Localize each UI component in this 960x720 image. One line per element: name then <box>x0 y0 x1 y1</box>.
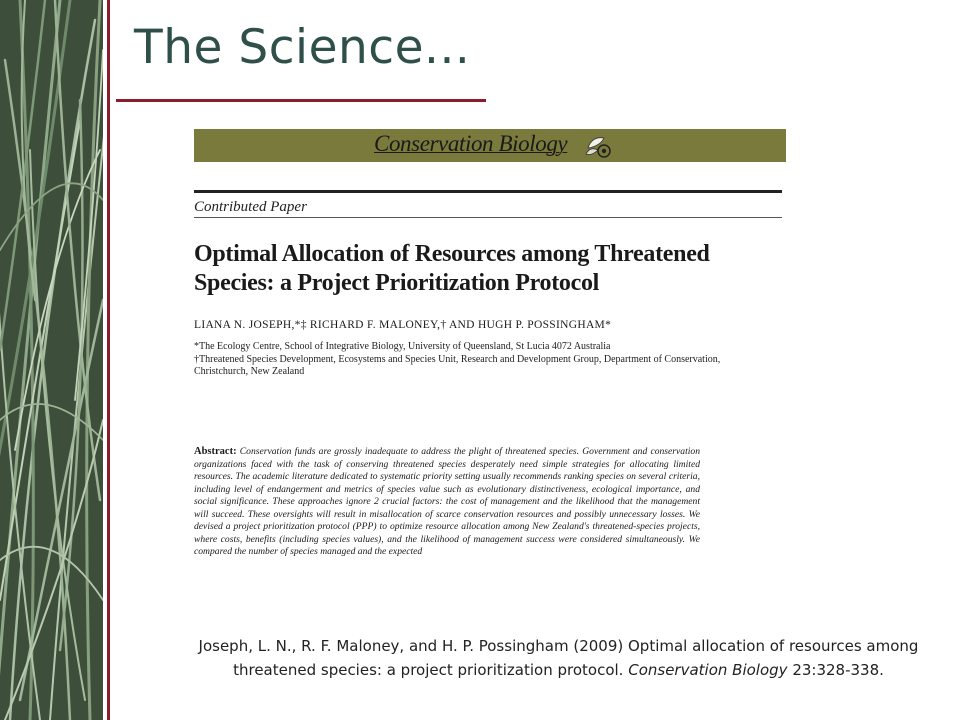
paper-abstract <box>194 446 700 559</box>
slide-title: The Science... <box>134 20 471 75</box>
affiliation-line: Christchurch, New Zealand <box>194 366 305 377</box>
section-rule <box>194 217 782 218</box>
citation-volume-pages: 23:328-338. <box>787 661 884 679</box>
citation-text: Joseph, L. N., R. F. Maloney, and H. P. Possingham (2009) Optimal allocation of resources among threatened species: a project prioritization protocol. <box>198 637 919 679</box>
section-label: Contributed Paper <box>194 199 307 215</box>
title-underline <box>116 99 486 102</box>
citation <box>196 634 921 682</box>
affiliation-line: *The Ecology Centre, School of Integrative Biology, University of Queensland, St Lucia 4072 Australia <box>194 341 611 352</box>
abstract-text: Conservation funds are grossly inadequate to address the plight of threatened species. Government and conservation organizations faced with the task of conserving threatened species desperately need simple strategies for allocating limited resources. The academic literature dedicated to systematic priority setting usually recommends ranking species on several criteria, including level of endangerment and metrics of species value such as evolutionary distinctiveness, ecological importance, and social significance. These approaches ignore 2 crucial factors: the cost of management and the likelihood that the management will succeed. These oversights will result in misallocation of scarce conservation resources and possibly unnecessary losses. We devised a project prioritization protocol (PPP) to optimize resource allocation among New Zealand's threatened-species projects, where costs, benefits (including species values), and the likelihood of management success were considered simultaneously. We compared the number of species managed and the expected <box>194 446 701 557</box>
paper-affiliations <box>194 341 794 379</box>
vertical-accent-line <box>107 0 110 720</box>
journal-name: Conservation Biology <box>374 131 568 156</box>
grass-photo <box>0 0 103 720</box>
paper-title: Optimal Allocation of Resources among Threatened Species: a Project Prioritization Protocol <box>194 241 710 296</box>
paper-authors: LIANA N. JOSEPH,*‡ RICHARD F. MALONEY,† AND HUGH P. POSSINGHAM* <box>194 319 612 331</box>
affiliation-line: †Threatened Species Development, Ecosystems and Species Unit, Research and Development Group, Department of Conservation, <box>194 353 721 365</box>
abstract-label: Abstract: <box>194 446 237 457</box>
leaf-logo-icon <box>582 134 614 160</box>
header-rule <box>194 190 782 193</box>
citation-journal: Conservation Biology <box>628 661 788 679</box>
